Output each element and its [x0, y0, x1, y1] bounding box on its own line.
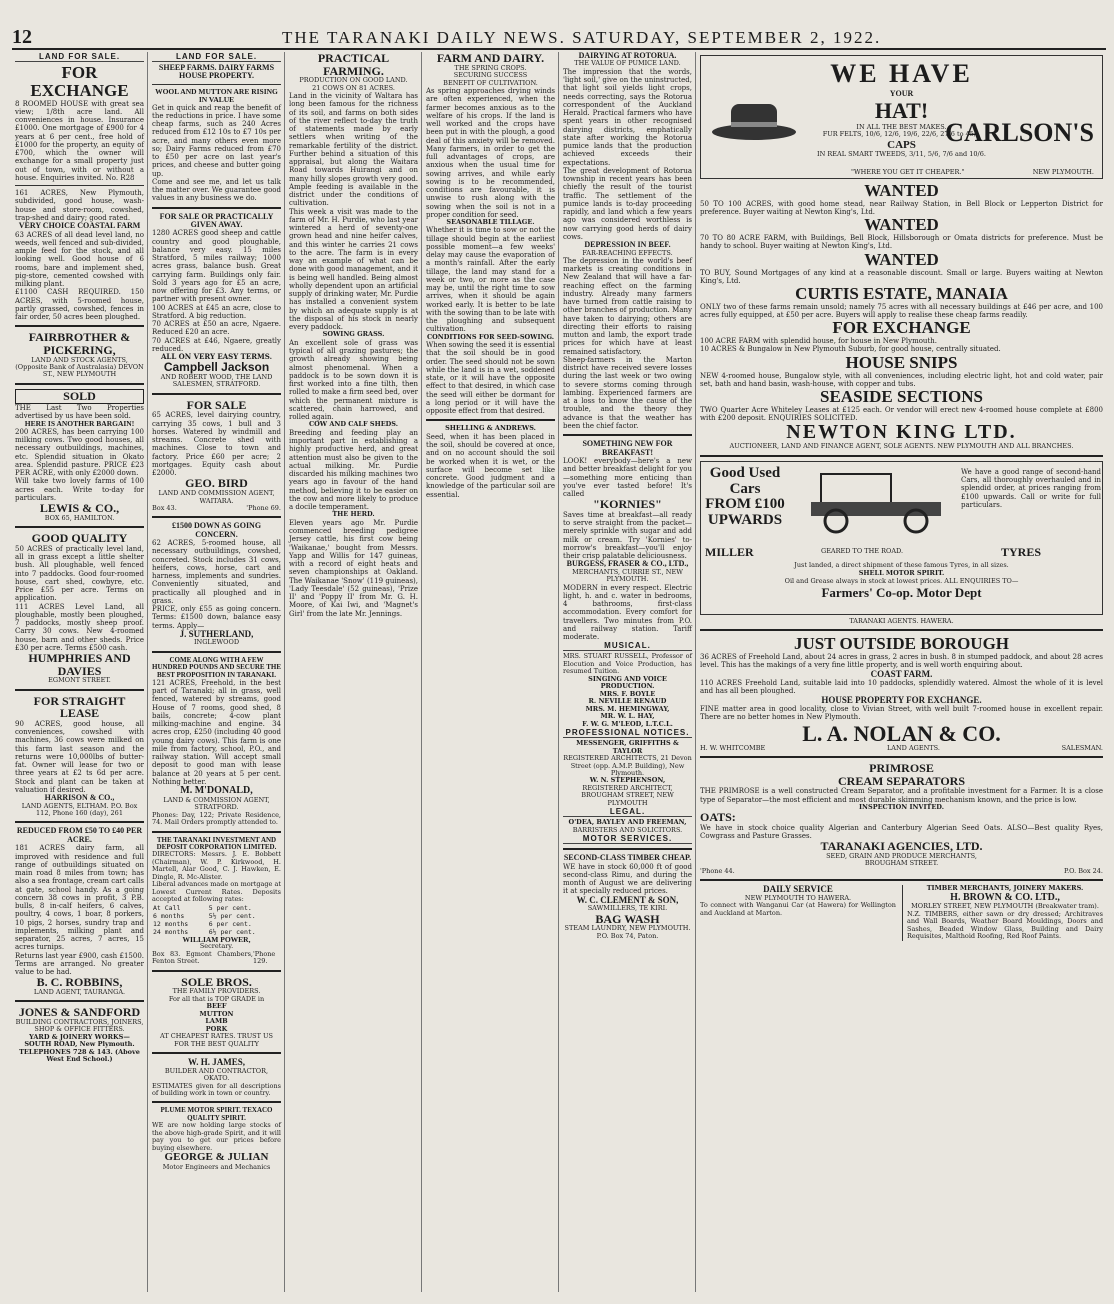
ad-heading: FOR EXCHANGE — [30, 63, 129, 100]
ad-heading: HARRISON & CO., — [44, 793, 115, 803]
ad-heading: HAT! — [874, 98, 929, 123]
ad-heading: GEO. BIRD — [185, 476, 248, 491]
ad-subheading: INGLEWOOD — [193, 638, 240, 647]
ad-heading: JUST OUTSIDE BOROUGH — [793, 634, 1010, 654]
ad-heading: B. C. ROBBINS, — [36, 975, 123, 990]
ad-text: LAND AGENTS. — [886, 743, 940, 752]
article-paragraph: This week a visit was made to the farm of Mr. H. Purdie, who last year wintered a herd of seventy-one grown head and nine heifer calves, and this winter he carries 21 cows to the acre. The farm is in every way an example of what can be done with good management, and it is being well handled. Being almost wholly dependent upon an artificial supply of drinking water, Mr. Purdie has installed a convenient system by which an adequate supply is at the disposal of his stock in nearly every paddock. — [289, 207, 418, 332]
list-item: MUTTON — [199, 1009, 234, 1018]
ad-text: LOOK! everybody—here's a new and better breakfast delight for you—something more enticing than you've ever tasted before! It's called — [563, 457, 692, 498]
ad-heading: PLUME MOTOR SPIRIT. TEXACO QUALITY SPIRIT. — [160, 1106, 273, 1122]
article-paragraph: As spring approaches drying winds are often experienced, when the farmer becomes anxious as to the welfare of his crops. If the land is well worked and the crops have been put in with the plough, a good deal of this anxiety will be removed. Many farmers, in order to get the full advantages of crops, are anxious when the usual time for sowing arrives, and while early sowing is to be recommended, conditions are favourable, it is unwise to rush along with the sowing when the soil is not in a proper condition for seed. — [426, 87, 555, 219]
ad-text: Will take two lovely farms of 100 acres each. Write to-day for particulars. — [15, 477, 144, 502]
ad-heading: CURTIS ESTATE, MANAIA — [795, 284, 1008, 304]
ad-text: Liberal advances made on mortgage at Lowest Current Rates. Deposits accepted at following rates: — [152, 880, 281, 904]
article-paragraph: An excellent sole of grass was typical of all grazing pastures; the growth already showing being almost phenomenal. When a paddock is to be sown down it is first worked into a fine tilth, then rolled to make a firm seed bed, over which the permanent mixture is scattered, chain harrowed, and rolled again. — [289, 338, 418, 422]
ad-heading: HUMPHRIES AND DAVIES — [28, 651, 131, 678]
ad-text: REGISTERED ARCHITECT, BROUGHAM STREET, NEW PLYMOUTH — [581, 783, 674, 807]
car-icon — [801, 466, 951, 536]
ad-text: Oil and Grease always in stock at lowest prices. ALL ENQUIRIES TO— — [784, 576, 1019, 585]
ad-text: Just landed, a direct shipment of these famous Tyres, in all sizes. — [794, 560, 1009, 569]
article-subhead: THE HERD. — [332, 510, 375, 519]
article-subhead: PRODUCTION ON GOOD LAND. — [299, 76, 408, 85]
ad-heading: LEWIS & CO., — [39, 501, 120, 516]
column-3 — [286, 52, 422, 1292]
ad-text: 161 ACRES, New Plymouth, subdivided, good house, wash-house and store-room, cowshed, trap-shed and dairy; good rated. — [15, 189, 144, 222]
ad-text: MRS. STUART RUSSELL, Professor of Elocution and Voice Production, has resumed Tuition. — [563, 652, 692, 676]
ad-heading: W. C. CLEMENT & SON, — [576, 894, 679, 905]
ad-heading: COAST FARM. — [870, 668, 933, 679]
rate-value: 5 per cent. — [208, 903, 252, 912]
rate-value: 6 per cent. — [208, 919, 252, 928]
article-paragraph: Breeding and feeding play an important part in establishing a highly productive herd, and great attention must also be given to the actual milking. Mr. Purdie discarded his milking machines two years ago in favour of the hand method, believing it to be easier on the cow and more likely to produce a docile temperament. — [289, 428, 418, 512]
box-number: Box 43. — [152, 503, 177, 512]
ad-heading: BAG WASH — [595, 911, 660, 926]
section-header: LAND FOR SALE. — [15, 52, 144, 62]
ad-text: N.Z. TIMBERS, either sawn or dry dressed; Architraves and Wall Boards, Weather Board Mouldings, Doors and Sashes, Beaded Window Glass, Building and Dairy Requisites, Malthoid Roofing, Red Roof Paints. — [907, 909, 1103, 941]
ad-footer — [700, 745, 1103, 752]
ad-text: 65 ACRES, level dairying country, carrying 35 cows, 1 bull and 3 horses. Watered by windmill and streams. Concrete shed with machines. Close to town and factory. Price £60 per acre; 2 mortgages. Equity cash about £2000. — [152, 411, 281, 478]
ad-text: 200 ACRES, has been carrying 100 milking cows. Two good houses, all necessary outbuildings, machines, etc. Splendid situation in Okato area. Splendid pasture. PRICE £23 PER ACRE, with only £2000 down. — [15, 427, 144, 478]
ad-heading: FAIRBROTHER & PICKERING, — [28, 330, 131, 357]
phone-number: 'Phone 69. — [246, 503, 281, 512]
ad-text: 70 ACRES at £46, Ngaere, greatly reduced. — [152, 336, 281, 353]
ad-text: TIMBER MERCHANTS, JOINERY MAKERS. — [926, 884, 1084, 893]
ad-text: SALESMAN. — [1061, 743, 1103, 752]
column-4 — [423, 52, 559, 1292]
article-headline: DEPRESSION IN BEEF. — [584, 240, 671, 250]
ad-heading: WOOL AND MUTTON ARE RISING IN VALUE — [155, 86, 278, 104]
rate-value: 6½ per cent. — [208, 927, 256, 936]
ad-text: IN REAL SMART TWEEDS, 3/11, 5/6, 7/6 and 10/6. — [817, 149, 986, 158]
ad-text: 70 TO 80 ACRE FARM, with Buildings, Bell Block, Hillsborough or Omata districts for preference. Must be handy to school. Buyer waiting at Newton King's, Ltd. — [700, 234, 1103, 251]
ad-subheading: EGMONT STREET. — [48, 676, 111, 685]
article-subhead: FAR-REACHING EFFECTS. — [582, 248, 673, 257]
contact-line — [152, 505, 281, 512]
brand-name: TARANAKI AGENCIES, LTD. — [820, 839, 983, 854]
ad-heading: J. SUTHERLAND, — [179, 628, 254, 639]
article-headline: PRACTICAL FARMING. — [317, 52, 390, 78]
article-paragraph: The depression in the world's beef markets is creating conditions in New Zealand that will have a far-reaching effect on the farming industry. Already many farmers have turned from cattle raising to other branches of production. Many have taken to dairying; others are directing their efforts to raising mutton and lamb, the export trade prices for which have at least remained satisfactory. — [563, 256, 692, 356]
ad-heading: FOR STRAIGHT LEASE — [33, 693, 126, 721]
ad-heading: WANTED — [864, 249, 939, 269]
article-paragraph: Seed, when it has been placed in the soil, should be covered at once, and on no account should the soil be worked when it is wet, or the surface will become set like concrete. Good judgment and a knowledge of the particular soil are essential. — [426, 432, 555, 499]
ad-heading: VERY CHOICE COASTAL FARM — [18, 221, 141, 231]
ad-heading: SECOND-CLASS TIMBER CHEAP. — [563, 853, 692, 863]
rate-term: 12 months — [153, 919, 189, 928]
brand-name: CARLSON'S — [945, 118, 1094, 147]
daily-service-advert — [700, 885, 896, 940]
table-row — [152, 904, 281, 912]
ad-text: TO BUY, Sound Mortgages of any kind at a reasonable discount. Small or large. Buyers waiting at Newton King's, Ltd. — [700, 268, 1103, 285]
brand-name: H. BROWN & CO. LTD., — [950, 891, 1060, 903]
article-subhead: COW AND CALF SHEDS. — [308, 420, 399, 429]
ad-text: £1100 CASH REQUIRED. 150 ACRES, with 5-roomed house, partly grassed, cowshed, fences in fair order, 50 acres been ploughed. — [15, 288, 144, 322]
column-2 — [149, 52, 285, 1292]
ad-heading: REDUCED FROM £50 TO £40 PER ACRE. — [16, 826, 143, 844]
brand-name: NEWTON KING LTD. — [786, 421, 1017, 444]
article-paragraph: Sheep-farmers in the Marton district have received severe losses during the last week or two owing to severe storms coming through lambing. Experienced farmers are at a loss to know the cause of the trouble, and the theory they advance is that the weather has been the chief factor. — [563, 355, 692, 430]
ad-text: 8 ROOMED HOUSE with great sea view; 1/8th acre land. All conveniences in house. Insurance £1000. One mortgage of £900 for 4 years at 6 per cent., free hold of £1000 for the property, an equity of £700, which the owner will exchange for a small property just out of town, with or without a house. Enquiries invited. No. R28 — [15, 99, 144, 182]
article-headline: FARM AND DAIRY. — [436, 52, 545, 65]
rate-term: 6 months — [153, 911, 185, 920]
ad-text: To connect with Wanganui Car (at Hawera) for Wellington and Auckland at Marton. — [700, 901, 896, 917]
ad-subheading: Motor Engineers and Mechanics — [162, 1162, 271, 1171]
ad-text: 50 TO 100 ACRES, with good home stead, near Railway Station, in Bell Block or Lepperton District for preference. Buyer waiting at Newton King's, Ltd. — [700, 199, 1103, 217]
ad-subheading: YARD & JOINERY WORKS— SOUTH ROAD, New Plymouth. TELEPHONES 728 & 143. (Above West End School.) — [19, 1032, 140, 1064]
masthead-title: THE TARANAKI DAILY NEWS. SATURDAY, SEPTEMBER 2, 1922. — [282, 28, 882, 47]
ad-subheading: BOX 65, HAMILTON. — [44, 513, 115, 522]
article-subhead: 21 COWS ON 81 ACRES. — [312, 83, 395, 92]
article-subhead: THE VALUE OF PUMICE LAND. — [574, 59, 681, 68]
ad-text: 36 ACRES of Freehold Land, about 24 acres in grass, 2 acres in bush. 8 in stumped paddock, and about 28 acres level. This has the makings of a very fine little property, and is well worth enquiring about. — [700, 653, 1103, 670]
ad-heading: MRS. F. BOYLE — [599, 689, 656, 698]
column-5 — [560, 52, 696, 1292]
brand-name: MILLER — [705, 544, 754, 559]
table-row — [152, 912, 281, 920]
ad-text: WE are now holding large stocks of the above high-grade Spirit, and it will pay you to get our prices before buying elsewhere. — [152, 1121, 281, 1152]
ad-text: Come and see me, and let us talk the matter over. We guarantee good values in any business we do. — [152, 177, 281, 203]
rate-value: 5½ per cent. — [208, 911, 256, 920]
ad-subheading: AND ROBERT WOOD, THE LAND SALESMEN, STRATFORD. — [160, 372, 273, 389]
article-paragraph: Eleven years ago Mr. Purdie commenced breeding pedigree Jersey cattle, his first cow being 'Waikanae,' bought from Messrs. Yapp and Willis for 147 guineas, with a record of eight heats and seven championships at Oakland. The Waikanae 'Snow' (119 guineas), 'Lady Teesdale' (52 guineas), 'Prize II' and 'Poppy II' from Mr. G. H. Moore, of Kai Iwi, and 'Magnet's Girl' from the late Mr. Jennings. — [289, 518, 418, 618]
ad-text: BROUGHAM STREET. — [864, 859, 939, 868]
rate-term: At Call — [153, 903, 181, 912]
ad-heading: CAPS — [887, 138, 916, 151]
ad-heading: JONES & SANDFORD — [18, 1005, 141, 1020]
ad-heading: BURGESS, FRASER & CO., LTD., — [566, 559, 689, 569]
ad-text: We have in stock choice quality Algerian and Canterbury Algerian Seed Oats. ALSO—Best quality Ryes, Cowgrass and Pasture Grasses. — [700, 823, 1103, 841]
ad-text: H. W. WHITCOMBE — [700, 743, 766, 752]
ad-text: 63 ACRES of all dead level land, no weeds, well fenced and sub-divided, ample feed for the stock, and all looking well. Good house of 6 rooms, bare and implement shed, pig-store, cemented cowshed with milking plant. — [15, 230, 144, 289]
ad-text: PRICE, only £55 as going concern. Terms: £1500 down, balance easy terms. Apply— — [152, 605, 281, 630]
contact-line — [152, 951, 281, 966]
ad-text: THE Last Two Properties advertised by us have been sold. — [15, 403, 144, 420]
ad-subheading: Secretary. — [199, 942, 234, 951]
ad-heading: Campbell Jackson — [163, 360, 270, 375]
ad-heading: WANTED — [864, 215, 939, 235]
ad-text: 1280 ACRES good sheep and cattle country and good ploughable, balance very easy. 15 miles Stratford, 5 miles railway; 1000 acres grass, balance bush. Great carrying farm. Buildings only fair. Sold 3 years ago for £5 an acre, now offering for £3. Any terms, or partner with present owner. — [152, 229, 281, 304]
ad-text: TWO Quarter Acre Whiteley Leases at £125 each. Or vendor will erect new 4-roomed house complete at £800 with £200 deposit. ENQUIRIES SOLICITED. — [700, 405, 1103, 423]
ad-text: 10 ACRES & Bungalow in New Plymouth Suburb, for good house, centrally situated. — [700, 345, 1001, 354]
ad-heading: W. H. JAMES, — [188, 1057, 245, 1068]
ad-subheading: LAND AND STOCK AGENTS, (Opposite Bank of Australasia) DEVON ST., NEW PLYMOUTH — [15, 355, 144, 379]
ad-heading: COME ALONG WITH A FEW HUNDRED POUNDS AND SECURE THE BEST PROPOSITION IN TARANAKI. — [152, 655, 282, 679]
ad-heading: PRIMROSE — [869, 761, 934, 776]
table-row — [152, 920, 281, 928]
page-number: 12 — [12, 26, 32, 48]
box-number: Box 83. Egmont Chambers, Fenton Street. — [152, 949, 253, 966]
ad-text: MORLEY STREET, NEW PLYMOUTH (Breakwater tram). — [911, 902, 1099, 911]
ad-subheading: MERCHANTS, CURRIE ST., NEW PLYMOUTH. — [572, 567, 683, 584]
article-paragraph: The great development of Rotorua township in recent years has been chiefly the result of the tourist traffic. The settlement of the pumice lands is to-day proceeding rapidly, and land which a few years ago was considered worthless is now carrying good herds of dairy cows. — [563, 166, 692, 241]
ad-heading: HERE IS ANOTHER BARGAIN! — [24, 419, 135, 429]
sold-banner: SOLD — [15, 389, 144, 404]
ad-text: We have a good range of second-hand Cars, all thoroughly overhauled and in splendid order, at prices ranging from £100 upwards. Call or write for full particulars. — [961, 467, 1101, 509]
list-item: LAMB — [205, 1017, 228, 1026]
ad-heading: W. N. STEPHENSON, — [589, 776, 666, 785]
ad-heading: SHEEP FARMS. DAIRY FARMS HOUSE PROPERTY. — [158, 63, 275, 81]
ad-subheading: SAWMILLERS, TE KIRI. — [587, 904, 668, 913]
ad-heading: DAILY SERVICE — [763, 884, 833, 895]
phone-number: 'Phone 44. — [700, 866, 735, 875]
ad-subheading: LAND AGENTS, ELTHAM. P.O. Box 112, Phone 160 (day), 261 — [21, 801, 138, 817]
ad-text: 50 ACRES of practically level land, all in grass except a little shelter bush. All ploughable, well fenced into 7 paddocks. Good four-roomed house, cart shed, cowbyre, etc. Price £55 per acre. Terms on application. — [15, 544, 144, 603]
ad-heading: CREAM SEPARATORS — [837, 773, 965, 788]
ad-text: NEW PLYMOUTH. — [1032, 167, 1094, 176]
article-subhead: CONDITIONS FOR SEED-SOWING. — [426, 332, 555, 341]
ad-heading: GEORGE & JULIAN — [164, 1151, 269, 1163]
ad-heading: OATS: — [700, 810, 736, 825]
ad-heading: SOLE BROS. — [181, 974, 252, 989]
section-header: LEGAL. — [563, 807, 692, 817]
ad-heading: O'DEA, BAYLEY AND FREEMAN, — [568, 818, 687, 827]
ad-text: FINE matter area in good locality, close to Vivian Street, with well built 7-roomed house in excellent repair. There are no better homes in New Plymouth. — [700, 705, 1103, 722]
used-cars-advert — [700, 461, 1103, 615]
article-subhead: SECURING SUCCESS — [453, 71, 528, 80]
ad-text: ESTIMATES given for all descriptions of building work in town or country. — [152, 1081, 281, 1097]
ad-text: ALL ON VERY EASY TERMS. — [160, 352, 273, 362]
masthead — [12, 26, 1106, 50]
ad-heading: F. W. G. M'LEOD, L.T.C.L. — [582, 719, 673, 728]
ad-heading: Good Used Cars FROM £100 UPWARDS — [705, 464, 785, 529]
rate-term: 24 months — [153, 927, 189, 936]
ad-subheading: LAND & COMMISSION AGENT, STRATFORD. — [163, 795, 270, 812]
article-headline: DAIRYING AT ROTORUA. — [578, 52, 677, 60]
ad-heading: TYRES — [1001, 544, 1042, 559]
ad-heading: MR. W. L. HAY, — [600, 712, 655, 721]
ad-subheading: BUILDING CONTRACTORS, JOINERS, SHOP & OFFICE FITTERS. — [15, 1017, 144, 1034]
ad-text: 62 ACRES, 5-roomed house, all necessary outbuildings, cowshed, concreted. Stock includes 31 cows, heifers, cows, horse, cart and harness, implements and sundries. Conveniently situated, and practically all ploughed and in grass. — [152, 539, 281, 605]
ad-subheading: BUILDER AND CONTRACTOR, OKATO. — [164, 1066, 269, 1083]
ad-text: 70 ACRES at £50 an acre, Ngaere. Reduced £20 an acre. — [152, 320, 281, 337]
article-paragraph: The impression that the words, 'light soil,' give on the uninstructed, that light soil yields light crops, needs correcting, says the Rotorua correspondent of the Auckland Herald. Practical farmers who have spent years in other recognised dairying districts, emphatically state after working the Rotorua pumice lands that the production achieved exceeds their expectations. — [563, 67, 692, 167]
ad-text: IN ALL THE BEST MAKES. — [856, 123, 947, 131]
ad-text: For all that is TOP GRADE in — [168, 994, 265, 1003]
ad-heading: HOUSE PROPERTY FOR EXCHANGE. — [821, 694, 982, 705]
bottom-ads — [700, 885, 1103, 940]
ad-heading: GOOD QUALITY — [31, 531, 128, 546]
article-subhead: BENEFIT OF CULTIVATION. — [443, 78, 538, 87]
article-paragraph: Whether it is time to sow or not the tillage should begin at the earliest possible moment—a few weeks' delay may cause the evaporation of a month's rainfall. After the early tillage, the land may stand for a week or two, or more as the case may be, until the right time to sow arrives, when it should be again worked early. It is better to be late with the sowing than to be late with the ploughing and subsequent cultivation. — [426, 226, 555, 334]
ad-heading: MRS. M. HEMINGWAY, — [585, 704, 670, 713]
article-subhead: SOWING GRASS. — [322, 330, 385, 339]
ad-text: 100 ACRES at £45 an acre, close to Stratford. A big reduction. — [152, 303, 281, 320]
section-header: LAND FOR SALE. — [152, 52, 281, 62]
ad-heading: R. NEVILLE RENAUD — [588, 697, 667, 706]
ad-text: 110 ACRES Freehold Land, suitable laid into 10 paddocks, splendidly watered. Almost the whole of it is level and has all been ploughed. — [700, 679, 1103, 696]
ad-text: BARRISTERS AND SOLICITORS. — [572, 825, 683, 834]
timber-advert — [902, 885, 1103, 940]
ad-text: GEARED TO THE ROAD. — [821, 546, 904, 555]
ad-heading: WANTED — [864, 181, 939, 200]
ad-text: REGISTERED ARCHITECTS, 21 Devon Street (opp. A.M.P. Building), New Plymouth. — [563, 754, 692, 777]
ad-text: AT CHEAPEST RATES. TRUST US FOR THE BEST QUALITY — [160, 1032, 273, 1048]
hat-advert — [700, 55, 1103, 179]
contact-line — [700, 868, 1103, 875]
list-item: BEEF — [206, 1002, 227, 1011]
ad-heading: FOR SALE — [186, 397, 247, 412]
ad-text: 121 ACRES, Freehold, in the best part of Taranaki; all in grass, well fenced, watered by streams, good House of 7 rooms, good shed, 8 bails, concrete; 4-cow plant milking-machine and engine. 34 acres crop, £250 (including 40 good young dairy cows). This farm is one mile from factory, school, P.O., and railway station. Will accept small deposit to good man with lease balance at 20 years at 5 per cent. Nothing better. — [152, 678, 281, 786]
ad-text: Returns last year £900, cash £1500. Terms are arranged. No greater value to be had. — [15, 951, 144, 976]
box-number: P.O. Box 24. — [1064, 866, 1103, 875]
ad-text: FUR FELTS, 10/6, 12/6, 19/6, 22/6, 27/6 to 45/-. — [822, 130, 981, 139]
ad-heading: £1500 DOWN AS GOING CONCERN. — [171, 521, 262, 539]
ad-heading: SOMETHING NEW FOR BREAKFAST! — [582, 439, 673, 457]
ad-text: WE have in stock 60,000 ft of good second-class Rimu, and during the month of August we are delivering it at specially reduced prices. — [563, 862, 692, 896]
ad-heading: M. M'DONALD, — [180, 785, 253, 797]
ad-text: Saves time at breakfast—all ready to serve straight from the packet—merely sprinkle with sugar and add milk or cream. Try 'Kornies' to-morrow's breakfast—you'll enjoy their crisp palatable deliciousness. — [563, 510, 692, 561]
ad-text: INSPECTION INVITED. — [859, 802, 944, 811]
hat-icon — [709, 94, 799, 144]
ad-text: 100 ACRE FARM with splendid house, for house in New Plymouth. — [700, 337, 937, 346]
ad-subheading: THE FAMILY PROVIDERS. — [172, 987, 261, 996]
ad-subheading: LAND AND COMMISSION AGENT, WAITARA. — [158, 489, 275, 505]
ad-text: NEW 4-roomed house, Bungalow style, with all conveniences, including electric light, hot and cold water, pair set, bath and hand basin, wash-house, with copper and tubs. — [700, 371, 1103, 388]
article-subhead: SEASONABLE TILLAGE. — [446, 218, 535, 226]
list-item: PORK — [205, 1024, 228, 1033]
ad-text: AUCTIONEER, LAND AND FINANCE AGENT, SOLE AGENTS. NEW PLYMOUTH AND ALL BRANCHES. — [729, 442, 1074, 451]
section-header: PROFESSIONAL NOTICES. — [563, 728, 692, 738]
phone-number: 'Phone 129. — [252, 949, 276, 966]
ad-text: Phones: Day, 122; Private Residence, 74. Mail Orders promptly attended to. — [152, 810, 281, 827]
ad-text: Get in quick and reap the benefit of the reductions in price. I have some cheap farms, such as 240 Acres reduced from £12 10s to £7 10s per acre, and many others even more so; Dairy Farms reduced from £70 to £50 per acre on last year's prices, and cheese and butter going up. — [152, 103, 281, 178]
ad-text: THE PRIMROSE is a well constructed Cream Separator, and a profitable investment for a Farmer. It is a close type of Separator—the most efficient and most durable skimming mechanism known, and the price is low. — [700, 787, 1103, 804]
ad-text: NEW PLYMOUTH TO HAWERA. — [744, 893, 852, 902]
ad-heading: SINGING AND VOICE PRODUCTION. — [588, 674, 667, 691]
ad-text: YOUR — [889, 89, 914, 98]
ad-text: SEED, GRAIN AND PRODUCE MERCHANTS, — [826, 851, 977, 860]
ad-text: MODERN in every respect. Electric light, h. and c. water in bedrooms, 4 bathrooms, first-class accommodation. Every comfort for travellers. Two minutes from P.O. and railway station. Tariff moderate. — [563, 583, 692, 642]
ad-text: TARANAKI AGENTS. HAWERA. — [849, 616, 954, 625]
column-6 — [697, 52, 1106, 1292]
ad-heading: THE TARANAKI INVESTMENT AND DEPOSIT CORPORATION LIMITED. — [156, 835, 277, 851]
ad-heading: HOUSE SNIPS — [845, 352, 958, 372]
ad-text: ONLY two of these farms remain unsold; namely 75 acres with all necessary buildings at £46 per acre, and 100 acres fully equipped, at £50 per acre. Buyers will apply to realise these cheap farms readily. — [700, 302, 1103, 320]
article-paragraph: When sowing the seed it is essential that the soil should be in good order. The seed should not be sown while the land is in a wet, soddened state, or it will have the opposite effect to that desired, in which case the seed will either be dormant for a long period or it will have the opposite effect from that desired. — [426, 341, 555, 416]
brand-name: Farmers' Co-op. Motor Dept — [821, 584, 982, 600]
article-subhead: THE SPRING CROPS. — [454, 63, 527, 72]
ad-text: "WHERE YOU GET IT CHEAPER." — [851, 167, 965, 176]
ad-heading: SEASIDE SECTIONS — [820, 387, 983, 407]
ad-text: 111 ACRES Level Land, all ploughable, mostly been ploughed, 7 paddocks, mostly sheep proof. Carry 30 cows. New 4-roomed house, barn and other sheds. Price £30 per acre. Terms £500 cash. — [15, 602, 144, 652]
ad-heading: WILLIAM POWER, — [182, 934, 251, 944]
rates-table — [152, 904, 281, 936]
ad-text: 90 ACRES, good house, all conveniences, cowshed with machines, 36 cows were milked on this farm last season and the returns were 10,000lbs of butter-fat. Owner will lease for two or three years at £2 ts 6d per acre. Stock and plant can be taken at valuation if desired. — [15, 719, 144, 794]
ad-heading: WE HAVE — [830, 59, 973, 88]
brand-name: L. A. NOLAN & CO. — [802, 720, 1001, 746]
ad-heading: FOR EXCHANGE — [832, 318, 971, 338]
ad-heading: "KORNIES" — [593, 497, 662, 512]
ad-heading: MESSENGER, GRIFFITHS & TAYLOR — [576, 739, 679, 755]
article-paragraph: Land in the vicinity of Waltara has long been famous for the richness of its soil, and farms on both sides of the river reflect to-day the truth of statements made by early settlers when writing of the remarkable fertility of the district. Further behind a situation of this appraisal, but along the Waitara Road towards Huirangi and on many hilly slopes growth very good. Ample feeding is available in the district under the conditions of cultivation. — [289, 92, 418, 208]
ad-heading: FOR SALE OR PRACTICALLY GIVEN AWAY. — [159, 211, 274, 229]
ad-heading: SHELLING & ANDREWS. — [445, 424, 536, 433]
column-1 — [12, 52, 148, 1292]
ad-text: 181 ACRES dairy farm, all improved with residence and full range of outbuildings situated on main road 8 miles from town; has also a sea frontage, cream cart calls at gate, school handy. As a going concern 38 cows in profit, 3 P.B. bulls, 8 in-calf heifers, 6 calves, poultry, 4 cows, 1 boar, 8 porkers, 10 pigs, 2 horses, sundry trap and implements, milking plant and separator, 25 acres, 7 acres, 15 acres turnips. — [15, 844, 144, 952]
ad-subheading: LAND AGENT, TAURANGA. — [33, 987, 126, 996]
section-header: MUSICAL. — [563, 641, 692, 651]
ad-text: SHELL MOTOR SPIRIT. — [858, 568, 945, 577]
ad-text: DIRECTORS: Messrs. J. E. Bobbett (Chairman), W. P. Kirkwood, H. Martell, Alar Good, C. J. Hawken, E. Dingle, R. Mc-Alister. — [152, 850, 281, 881]
section-header: MOTOR SERVICES. — [563, 834, 692, 844]
ad-subheading: STEAM LAUNDRY, NEW PLYMOUTH. P.O. Box 74, Paton. — [564, 924, 691, 940]
